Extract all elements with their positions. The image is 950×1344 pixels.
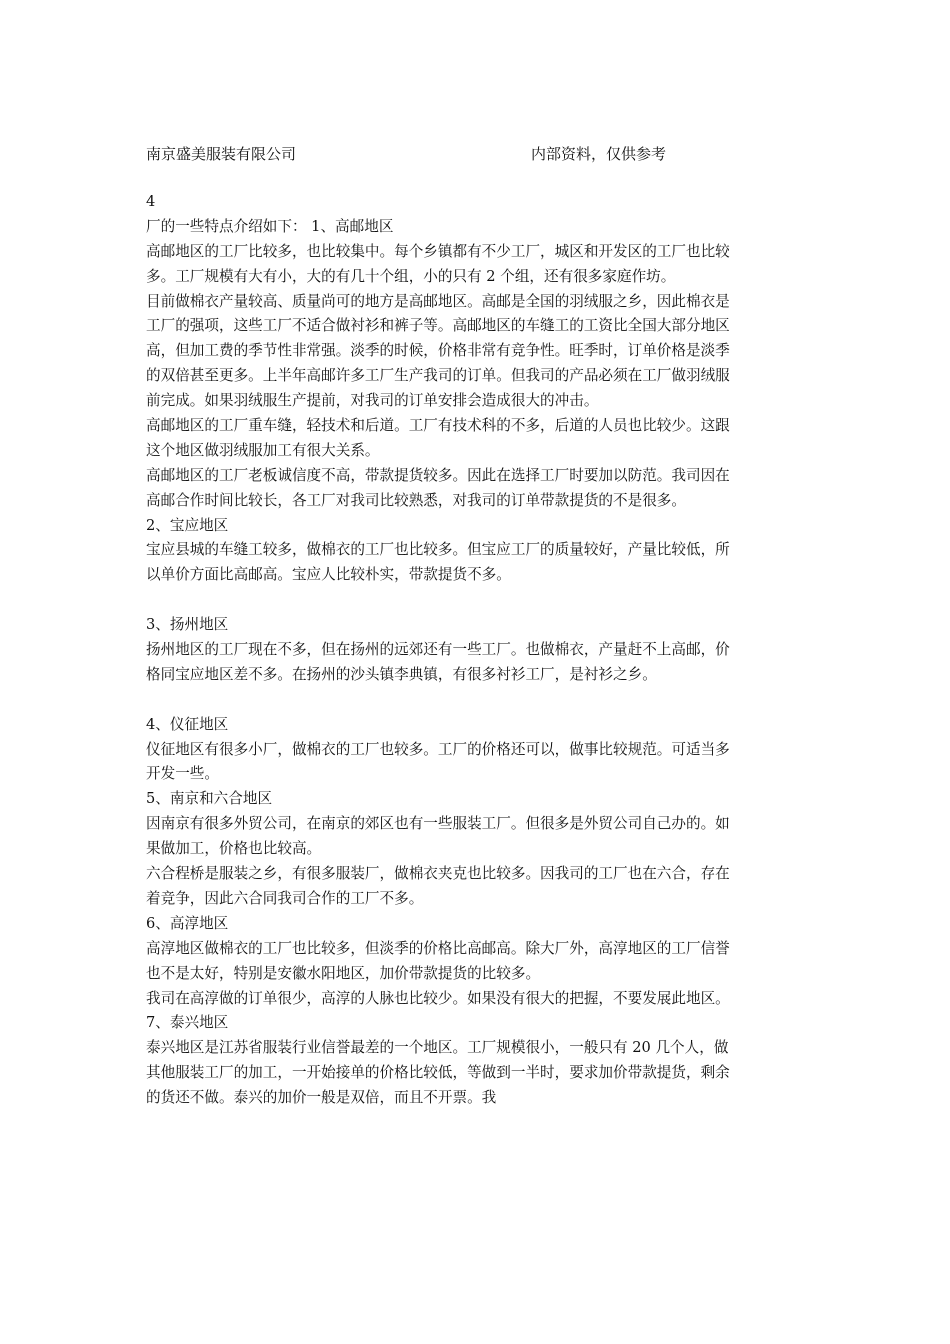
text-line: 工厂的强项，这些工厂不适合做衬衫和裤子等。高邮地区的车缝工的工资比全国大部分地区 <box>146 317 730 335</box>
text-line: 3、扬州地区 <box>146 616 229 634</box>
text-line: 六合程桥是服装之乡，有很多服装厂，做棉衣夹克也比较多。因我司的工厂也在六合，存在 <box>146 865 730 883</box>
document-body <box>146 190 812 1111</box>
text-line: 果做加工，价格也比较高。 <box>146 840 322 858</box>
text-line: 开发一些。 <box>146 765 219 783</box>
text-line: 着竞争，因此六合同我司合作的工厂不多。 <box>146 889 424 907</box>
text-line: 因南京有很多外贸公司，在南京的郊区也有一些服装工厂。但很多是外贸公司自己办的。如 <box>146 815 730 833</box>
text-line: 7、泰兴地区 <box>146 1014 229 1032</box>
text-line: 格同宝应地区差不多。在扬州的沙头镇李典镇，有很多衬衫工厂，是衬衫之乡。 <box>146 665 657 683</box>
text-line: 仪征地区有很多小厂，做棉衣的工厂也较多。工厂的价格还可以，做事比较规范。可适当多 <box>146 740 730 758</box>
text-line: 高邮合作时间比较长，各工厂对我司比较熟悉，对我司的订单带款提货的不是很多。 <box>146 491 686 509</box>
blank-line <box>146 688 812 713</box>
text-line: 高邮地区的工厂老板诚信度不高，带款提货较多。因此在选择工厂时要加以防范。我司因在 <box>146 466 730 484</box>
company-name: 南京盛美服装有限公司 <box>146 145 297 163</box>
text-line: 高邮地区的工厂比较多，也比较集中。每个乡镇都有不少工厂，城区和开发区的工厂也比较 <box>146 242 730 260</box>
text-line: 5、南京和六合地区 <box>146 790 273 808</box>
blank-line <box>146 588 812 613</box>
text-line: 2、宝应地区 <box>146 516 229 534</box>
page-header <box>146 142 826 166</box>
text-line: 4 <box>146 193 156 210</box>
text-line: 泰兴地区是江苏省服装行业信誉最差的一个地区。工厂规模很小，一般只有 20 几个人，做 <box>146 1039 729 1057</box>
text-line: 这个地区做羽绒服加工有很大关系。 <box>146 441 380 459</box>
text-line: 宝应县城的车缝工较多，做棉衣的工厂也比较多。但宝应工厂的质量较好，产量比较低，所 <box>146 541 730 559</box>
text-line: 我司在高淳做的订单很少，高淳的人脉也比较少。如果没有很大的把握，不要发展此地区。 <box>146 989 730 1007</box>
text-line: 高，但加工费的季节性非常强。淡季的时候，价格非常有竞争性。旺季时，订单价格是淡季 <box>146 342 730 360</box>
text-line: 的双倍甚至更多。上半年高邮许多工厂生产我司的订单。但我司的产品必须在工厂做羽绒服 <box>146 367 730 385</box>
text-line: 高邮地区的工厂重车缝，轻技术和后道。工厂有技术科的不多，后道的人员也比较少。这跟 <box>146 417 730 435</box>
text-line: 其他服装工厂的加工，一开始接单的价格比较低，等做到一半时，要求加价带款提货，剩余 <box>146 1064 730 1082</box>
text-line: 6、高淳地区 <box>146 914 229 932</box>
text-line: 以单价方面比高邮高。宝应人比较朴实，带款提货不多。 <box>146 566 511 584</box>
text-line: 的货还不做。泰兴的加价一般是双倍，而且不开票。我 <box>146 1089 497 1107</box>
text-line: 厂的一些特点介绍如下： 1、高邮地区 <box>146 217 394 235</box>
text-line: 前完成。如果羽绒服生产提前，对我司的订单安排会造成很大的冲击。 <box>146 392 599 410</box>
confidentiality-note: 内部资料，仅供参考 <box>531 145 667 163</box>
text-line: 也不是太好，特别是安徽水阳地区，加价带款提货的比较多。 <box>146 964 541 982</box>
text-line: 高淳地区做棉衣的工厂也比较多，但淡季的价格比高邮高。除大厂外，高淳地区的工厂信誉 <box>146 939 730 957</box>
text-line: 目前做棉衣产量较高、质量尚可的地方是高邮地区。高邮是全国的羽绒服之乡，因此棉衣是 <box>146 292 730 310</box>
text-line: 4、仪征地区 <box>146 715 229 733</box>
text-line: 多。工厂规模有大有小，大的有几十个组，小的只有 2 个组，还有很多家庭作坊。 <box>146 267 676 285</box>
text-line: 扬州地区的工厂现在不多，但在扬州的远郊还有一些工厂。也做棉衣，产量赶不上高邮，价 <box>146 641 730 659</box>
